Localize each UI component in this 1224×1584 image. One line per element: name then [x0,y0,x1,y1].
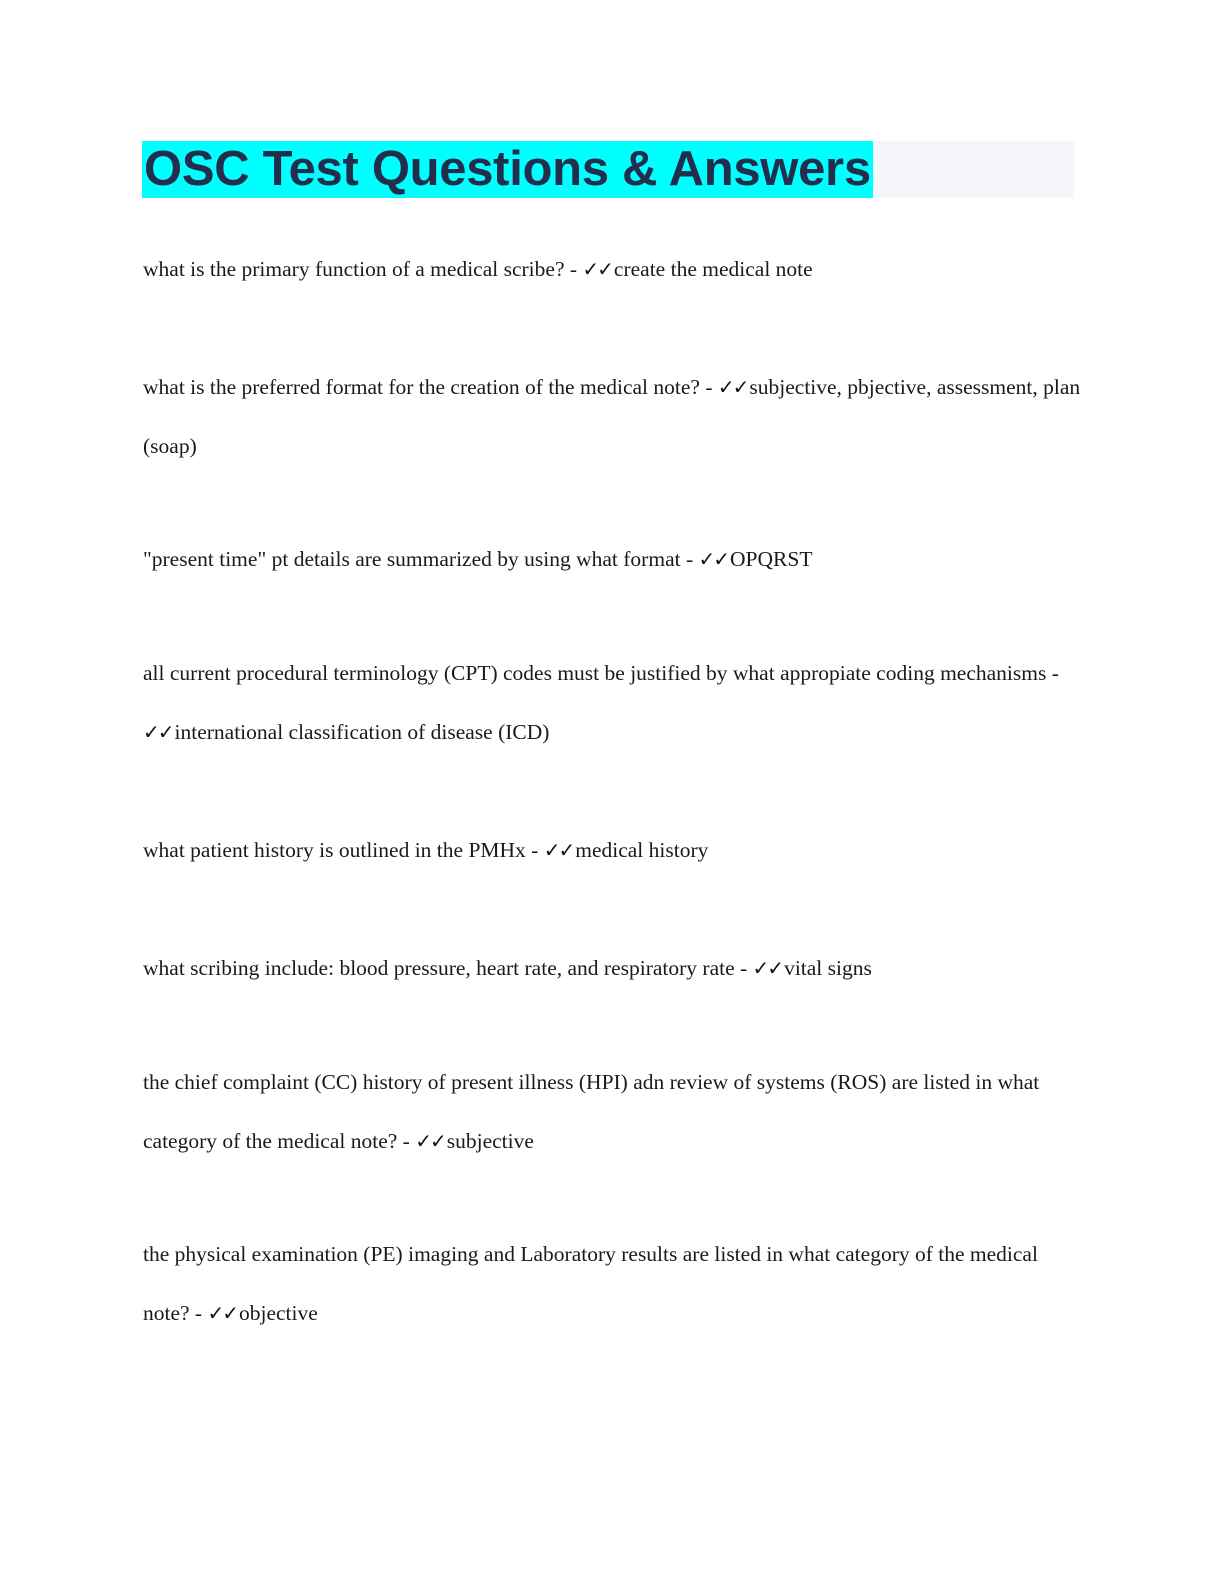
qa-item-2 [143,358,1083,476]
question-text: what is the primary function of a medical scribe? - [143,257,578,281]
question-text: all current procedural terminology (CPT) codes must be justified by what appropiate coding mechanisms - [143,661,1059,685]
question-text: what patient history is outlined in the PMHx - [143,838,539,862]
qa-item-6 [143,939,1083,998]
qa-item-3 [143,530,1083,589]
double-check-icon: ✓✓ [543,838,574,862]
answer-text: subjective [446,1129,534,1153]
question-text: what is the preferred format for the creation of the medical note? - [143,375,713,399]
question-text: the chief complaint (CC) history of present illness (HPI) adn review of systems (ROS) are listed in what category of the medical note? - [143,1070,1040,1153]
document-title: OSC Test Questions & Answers [144,142,871,196]
double-check-icon: ✓✓ [582,257,612,281]
qa-item-1 [143,240,1083,299]
double-check-icon: ✓✓ [752,956,783,980]
qa-item-4 [143,644,1083,762]
double-check-icon: ✓✓ [143,720,173,744]
double-check-icon: ✓✓ [698,547,729,571]
double-check-icon: ✓✓ [415,1129,445,1153]
qa-item-5 [143,821,1083,880]
answer-text: vital signs [784,956,872,980]
answer-text: international classification of disease (ICD) [174,720,550,744]
qa-item-7 [143,1053,1083,1171]
answer-text: subjective, pbjective, assessment, plan (soap) [143,375,1081,458]
answer-text: create the medical note [613,257,813,281]
question-text: the physical examination (PE) imaging and Laboratory results are listed in what category of the medical note? - [143,1242,1038,1325]
qa-item-8 [143,1225,1083,1343]
question-text: what scribing include: blood pressure, heart rate, and respiratory rate - [143,956,748,980]
answer-text: medical history [575,838,709,862]
double-check-icon: ✓✓ [207,1301,237,1325]
answer-text: objective [238,1301,318,1325]
question-text: "present time" pt details are summarized by using what format - [143,547,694,571]
answer-text: OPQRST [730,547,813,571]
double-check-icon: ✓✓ [717,375,748,399]
